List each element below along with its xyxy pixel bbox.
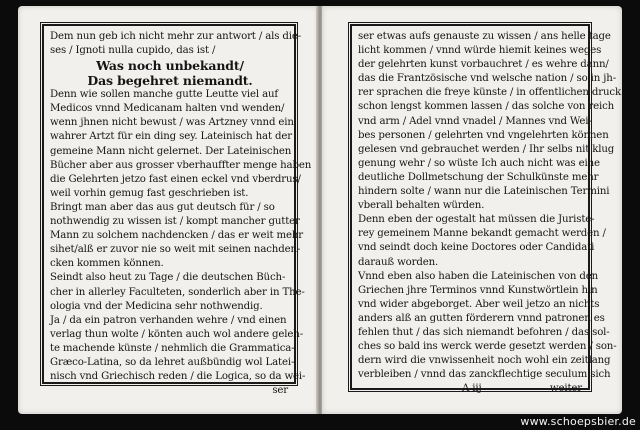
- text-line: deutliche Dollmetschung der Schulkünste mehr: [358, 171, 599, 183]
- text-line: ser etwas aufs genauste zu wissen / ans helle tage: [358, 31, 611, 42]
- text-line: wenn jhnen nicht bewust / was Artzney vnnd ein: [50, 117, 294, 129]
- text-line: weil vorhin gemug fast geschrieben ist.: [50, 187, 249, 199]
- text-line: ologia vnd der Medicina sehr nothwendig.: [50, 300, 263, 312]
- text-line: die Gelehrten jetzo fast einen eckel vnd vberdrus/: [50, 173, 301, 185]
- section-heading: Das begehret niemandt.: [87, 73, 253, 89]
- right-page: [322, 6, 622, 414]
- text-line: cken kommen können.: [50, 258, 164, 270]
- right-page-frame: [350, 24, 621, 395]
- text-line: ses / Ignoti nulla cupido, das ist /: [50, 45, 216, 57]
- catchword: weiter: [549, 383, 582, 395]
- text-line: genung wehr / so wüste Ich auch nicht was eine: [358, 157, 600, 169]
- right-page-text: [358, 30, 621, 395]
- text-line: ches so bald ins werck werde gesetzt werden / son-: [358, 341, 617, 353]
- catchword-row: [50, 384, 290, 398]
- text-line: das die Frantzösische vnd welsche nation / so in jh-: [358, 73, 616, 85]
- text-line: Græco-Latina, so da lehret außbündig wol Latei-: [50, 356, 295, 368]
- text-line: Medicos vnnd Medicanam halten vnd wenden/: [50, 103, 285, 115]
- text-line: vnd wider abgeborget. Aber weil jetzo an nichts: [358, 298, 600, 310]
- text-line: rer sprachen die freye künste / in offentlichen druck: [358, 87, 621, 99]
- signature-mark: A iij: [462, 383, 482, 395]
- text-line: Griechen jhre Terminos vnnd Kunstwörtlein hin: [358, 284, 598, 296]
- text-line: hindern solte / wann nur die Lateinischen Termini: [358, 186, 610, 198]
- text-line: verbleiben / vnnd das zanckflechtige seculum sich: [358, 369, 611, 381]
- text-line: wahrer Artzt für ein ding sey. Lateinisch hat der: [50, 131, 292, 143]
- text-line: licht kommen / vnnd würde hiemit keines weges: [358, 45, 602, 57]
- text-line: schon lengst kommen lassen / das solche von reich: [358, 101, 615, 113]
- text-line: gelesen vnd gebrauchet werden / Ihr selbs nit klug: [358, 143, 615, 155]
- left-page-frame: [42, 24, 312, 397]
- left-page: [18, 6, 318, 414]
- text-line: nisch vnd Griechisch reden / die Logica, so da wei-: [50, 371, 306, 383]
- text-line: Denn wie sollen manche gutte Leutte viel auf: [50, 89, 279, 101]
- text-line: Bücher aber aus grosser vberhauffter menge haben: [50, 159, 312, 171]
- text-line: vnd seindt doch keine Doctores oder Candidati: [358, 242, 595, 254]
- text-line: Denn eben der ogestalt hat müssen die Juriste-: [358, 214, 595, 226]
- catchword: ser: [272, 385, 288, 397]
- text-line: darauß worden.: [358, 256, 439, 268]
- text-line: fehlen thut / das sich niemandt befohren / das sol-: [358, 326, 610, 338]
- site-watermark: www.schoepsbier.de: [520, 415, 636, 428]
- text-line: Dem nun geb ich nicht mehr zur antwort / als die-: [50, 31, 302, 42]
- text-line: gemeine Mann nicht gelernet. Der Lateinischen: [50, 145, 292, 157]
- text-line: bes personen / gelehrten vnd vngelehrten können: [358, 129, 609, 141]
- text-line: anders alß an gutten förderern vnnd patronen es: [358, 312, 605, 324]
- section-heading: Was noch unbekandt/: [96, 58, 244, 74]
- text-line: rey gemeinem Manne bekandt gemacht werden /: [358, 228, 606, 240]
- text-line: sihet/alß er zuvor nie so weit mit seinen nachden-: [50, 244, 301, 256]
- text-line: Ja / da ein patron verhanden wehre / vnd einen: [50, 314, 287, 326]
- left-page-text: [50, 30, 312, 397]
- text-line: vberall behalten würden.: [358, 200, 485, 212]
- text-line: Mann zu solchem nachdencken / das er weit mehr: [50, 230, 303, 242]
- text-line: cher in allerley Faculteten, sonderlich aber in The-: [50, 286, 305, 298]
- text-line: nothwendig zu wissen ist / kompt mancher gutter: [50, 216, 300, 228]
- text-line: te machende künste / nehmlich die Grammatica-: [50, 342, 295, 354]
- text-line: vnd arm / Adel vnnd vnadel / Mannes vnd Wei-: [358, 115, 592, 127]
- text-line: Bringt man aber das aus gut deutsch für / so: [50, 201, 275, 213]
- text-line: Seindt also heut zu Tage / die deutschen Büch-: [50, 272, 286, 284]
- text-line: Vnnd eben also haben die Lateinischen von den: [358, 270, 598, 282]
- catchword-row: [358, 382, 584, 396]
- text-line: verlag thun wolte / könten auch wol andere geleh-: [50, 328, 303, 340]
- text-line: dern wird die vnwissenheit noch wohl ein zeitlang: [358, 355, 611, 367]
- text-line: der gelehrten kunst vorbauchret / es wehre dann/: [358, 59, 609, 71]
